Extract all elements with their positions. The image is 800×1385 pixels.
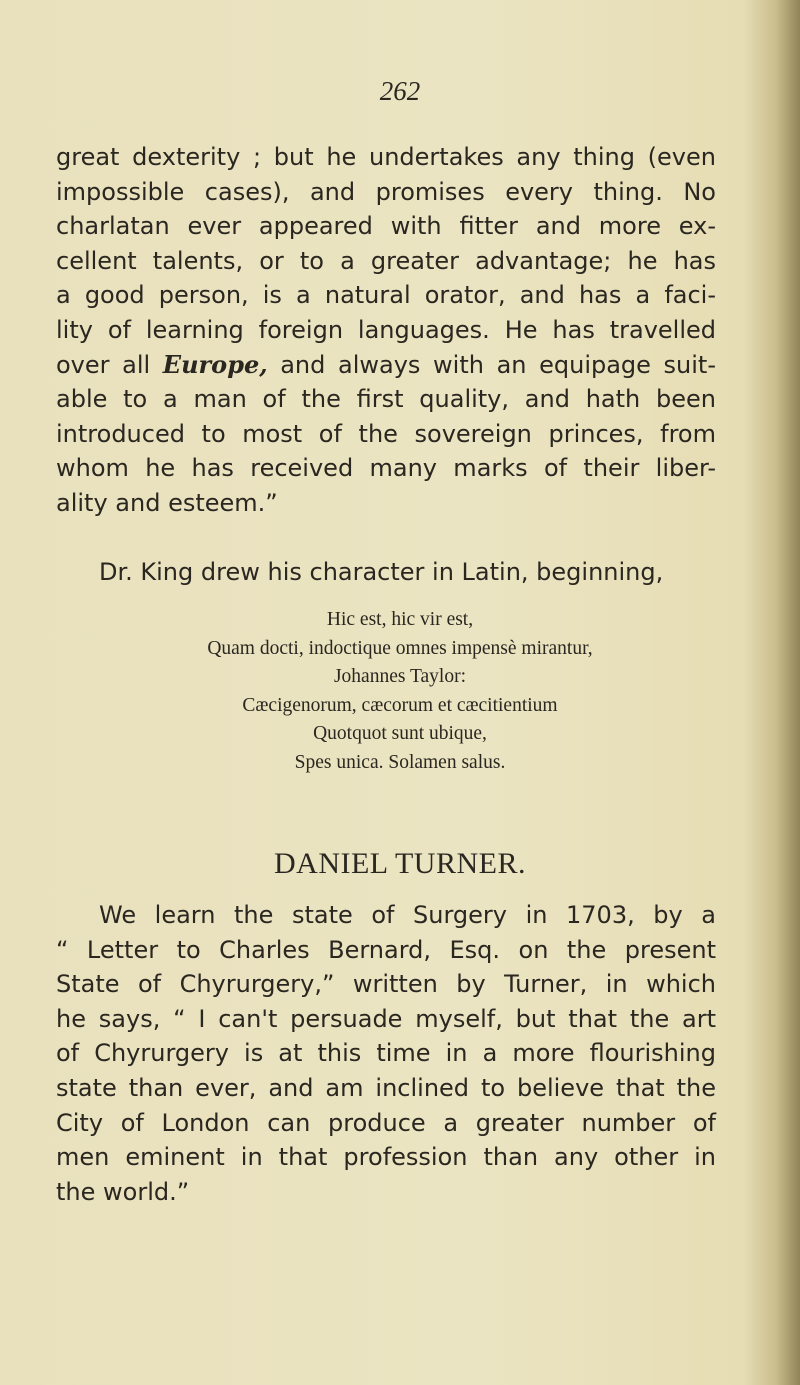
text-line: State of Chyrurgery,” written by Turner, in which [56,970,716,999]
text-line: cellent talents, or to a greater advantage; he has [56,246,716,275]
verse-line: Cæcigenorum, cæcorum et cæcitientium [242,694,558,716]
text-line: impossible cases), and promises every thing. No [56,177,716,206]
text-line: the world.” [56,1177,190,1206]
paragraph-dr-king [56,555,716,590]
text-line: City of London can produce a greater number of [56,1108,716,1137]
page-number: 262 [379,76,421,106]
text-line: Dr. King drew his character in Latin, beginning, [99,558,664,586]
text-line: men eminent in that profession than any other in [56,1143,716,1172]
text-line: whom he has received many marks of their liber- [56,454,716,483]
text-line: of Chyrurgery is at this time in a more flourishing [56,1039,716,1068]
text-line: able to a man of the first quality, and hath been [56,385,716,414]
section-heading: DANIEL TURNER. [274,847,526,880]
text-line: great dexterity ; but he undertakes any thing (even [56,143,716,171]
text-fragment: over all [56,350,163,379]
text-line: We learn the state of Surgery in 1703, by a [99,901,716,929]
text-line: introduced to most of the sovereign princes, from [56,419,716,448]
verse-line: Quam docti, indoctique omnes impensè mirantur, [207,637,593,659]
text-line: “ Letter to Charles Bernard, Esq. on the present [56,935,716,964]
text-fragment: and always with an equipage suit- [267,350,716,379]
verse-line: Hic est, hic vir est, [326,609,474,630]
text-line [56,348,716,383]
verse-line: Spes unica. Solamen salus. [294,751,506,773]
paragraph-turner [56,898,716,1209]
paragraph-quote-continuation [56,140,716,521]
text-line: charlatan ever appeared with fitter and more ex- [56,212,716,241]
text-line: state than ever, and am inclined to believe that the [56,1073,716,1102]
text-line: a good person, is a natural orator, and has a faci- [56,281,716,310]
text-line: lity of learning foreign languages. He has travelled [56,315,716,344]
italic-word-europe: Europe, [162,349,268,379]
text-line: he says, “ I can't persuade myself, but that the art [56,1004,716,1033]
verse-line: Quotquot sunt ubique, [313,723,487,745]
latin-verse [0,606,800,778]
verse-line: Johannes Taylor: [333,666,467,688]
text-line: ality and esteem.” [56,488,278,517]
